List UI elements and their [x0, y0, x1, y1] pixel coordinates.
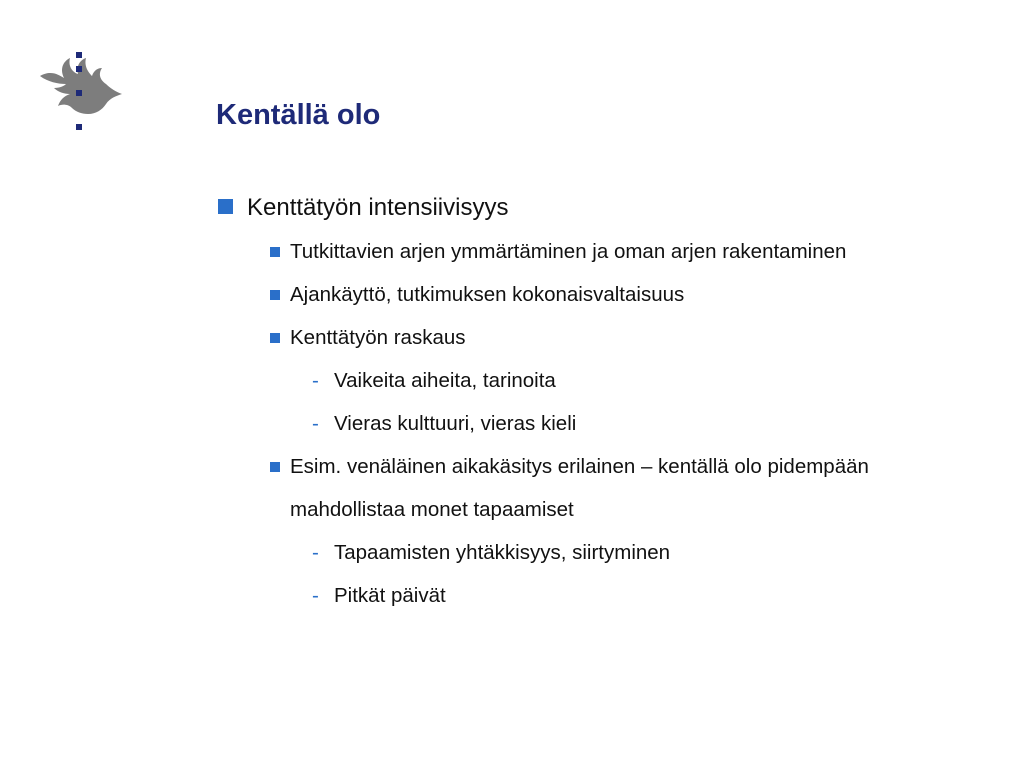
bullet-text: Tutkittavien arjen ymmärtäminen ja oman arjen rakentaminen [290, 240, 847, 263]
square-bullet-icon [218, 199, 233, 214]
square-bullet-icon [270, 462, 280, 472]
bullet-text: Vaikeita aiheita, tarinoita [334, 369, 556, 392]
bullet-item-level2 [268, 316, 916, 359]
bullet-text: Esim. venäläinen aikakäsitys erilainen – kentällä olo pidempään mahdollistaa monet tapaamiset [290, 455, 869, 521]
dash-bullet: - [312, 412, 319, 435]
bullet-text: Ajankäyttö, tutkimuksen kokonaisvaltaisuus [290, 283, 685, 306]
bullet-list [216, 186, 916, 617]
bullet-item-level3 [312, 574, 916, 617]
dash-bullet: - [312, 584, 319, 607]
bullet-text: Kenttätyön raskaus [290, 326, 466, 349]
bullet-item-level3 [312, 359, 916, 402]
dash-bullet: - [312, 369, 319, 392]
bullet-item-level2 [268, 230, 916, 273]
square-bullet-icon [270, 333, 280, 343]
bullet-item-level3 [312, 531, 916, 574]
bullet-text: Kenttätyön intensiivisyys [247, 194, 509, 221]
bullet-text: Pitkät päivät [334, 584, 446, 607]
square-bullet-icon [270, 290, 280, 300]
bullet-text: Vieras kulttuuri, vieras kieli [334, 412, 577, 435]
bullet-item-level3 [312, 402, 916, 445]
square-bullet-icon [270, 247, 280, 257]
bullet-item-level1 [216, 186, 916, 230]
dash-bullet: - [312, 541, 319, 564]
bullet-item-level2 [268, 445, 916, 531]
bullet-item-level2 [268, 273, 916, 316]
bullet-text: Tapaamisten yhtäkkisyys, siirtyminen [334, 541, 671, 564]
slide-title: Kentällä olo [216, 99, 381, 131]
university-flame-logo-icon [36, 48, 126, 138]
